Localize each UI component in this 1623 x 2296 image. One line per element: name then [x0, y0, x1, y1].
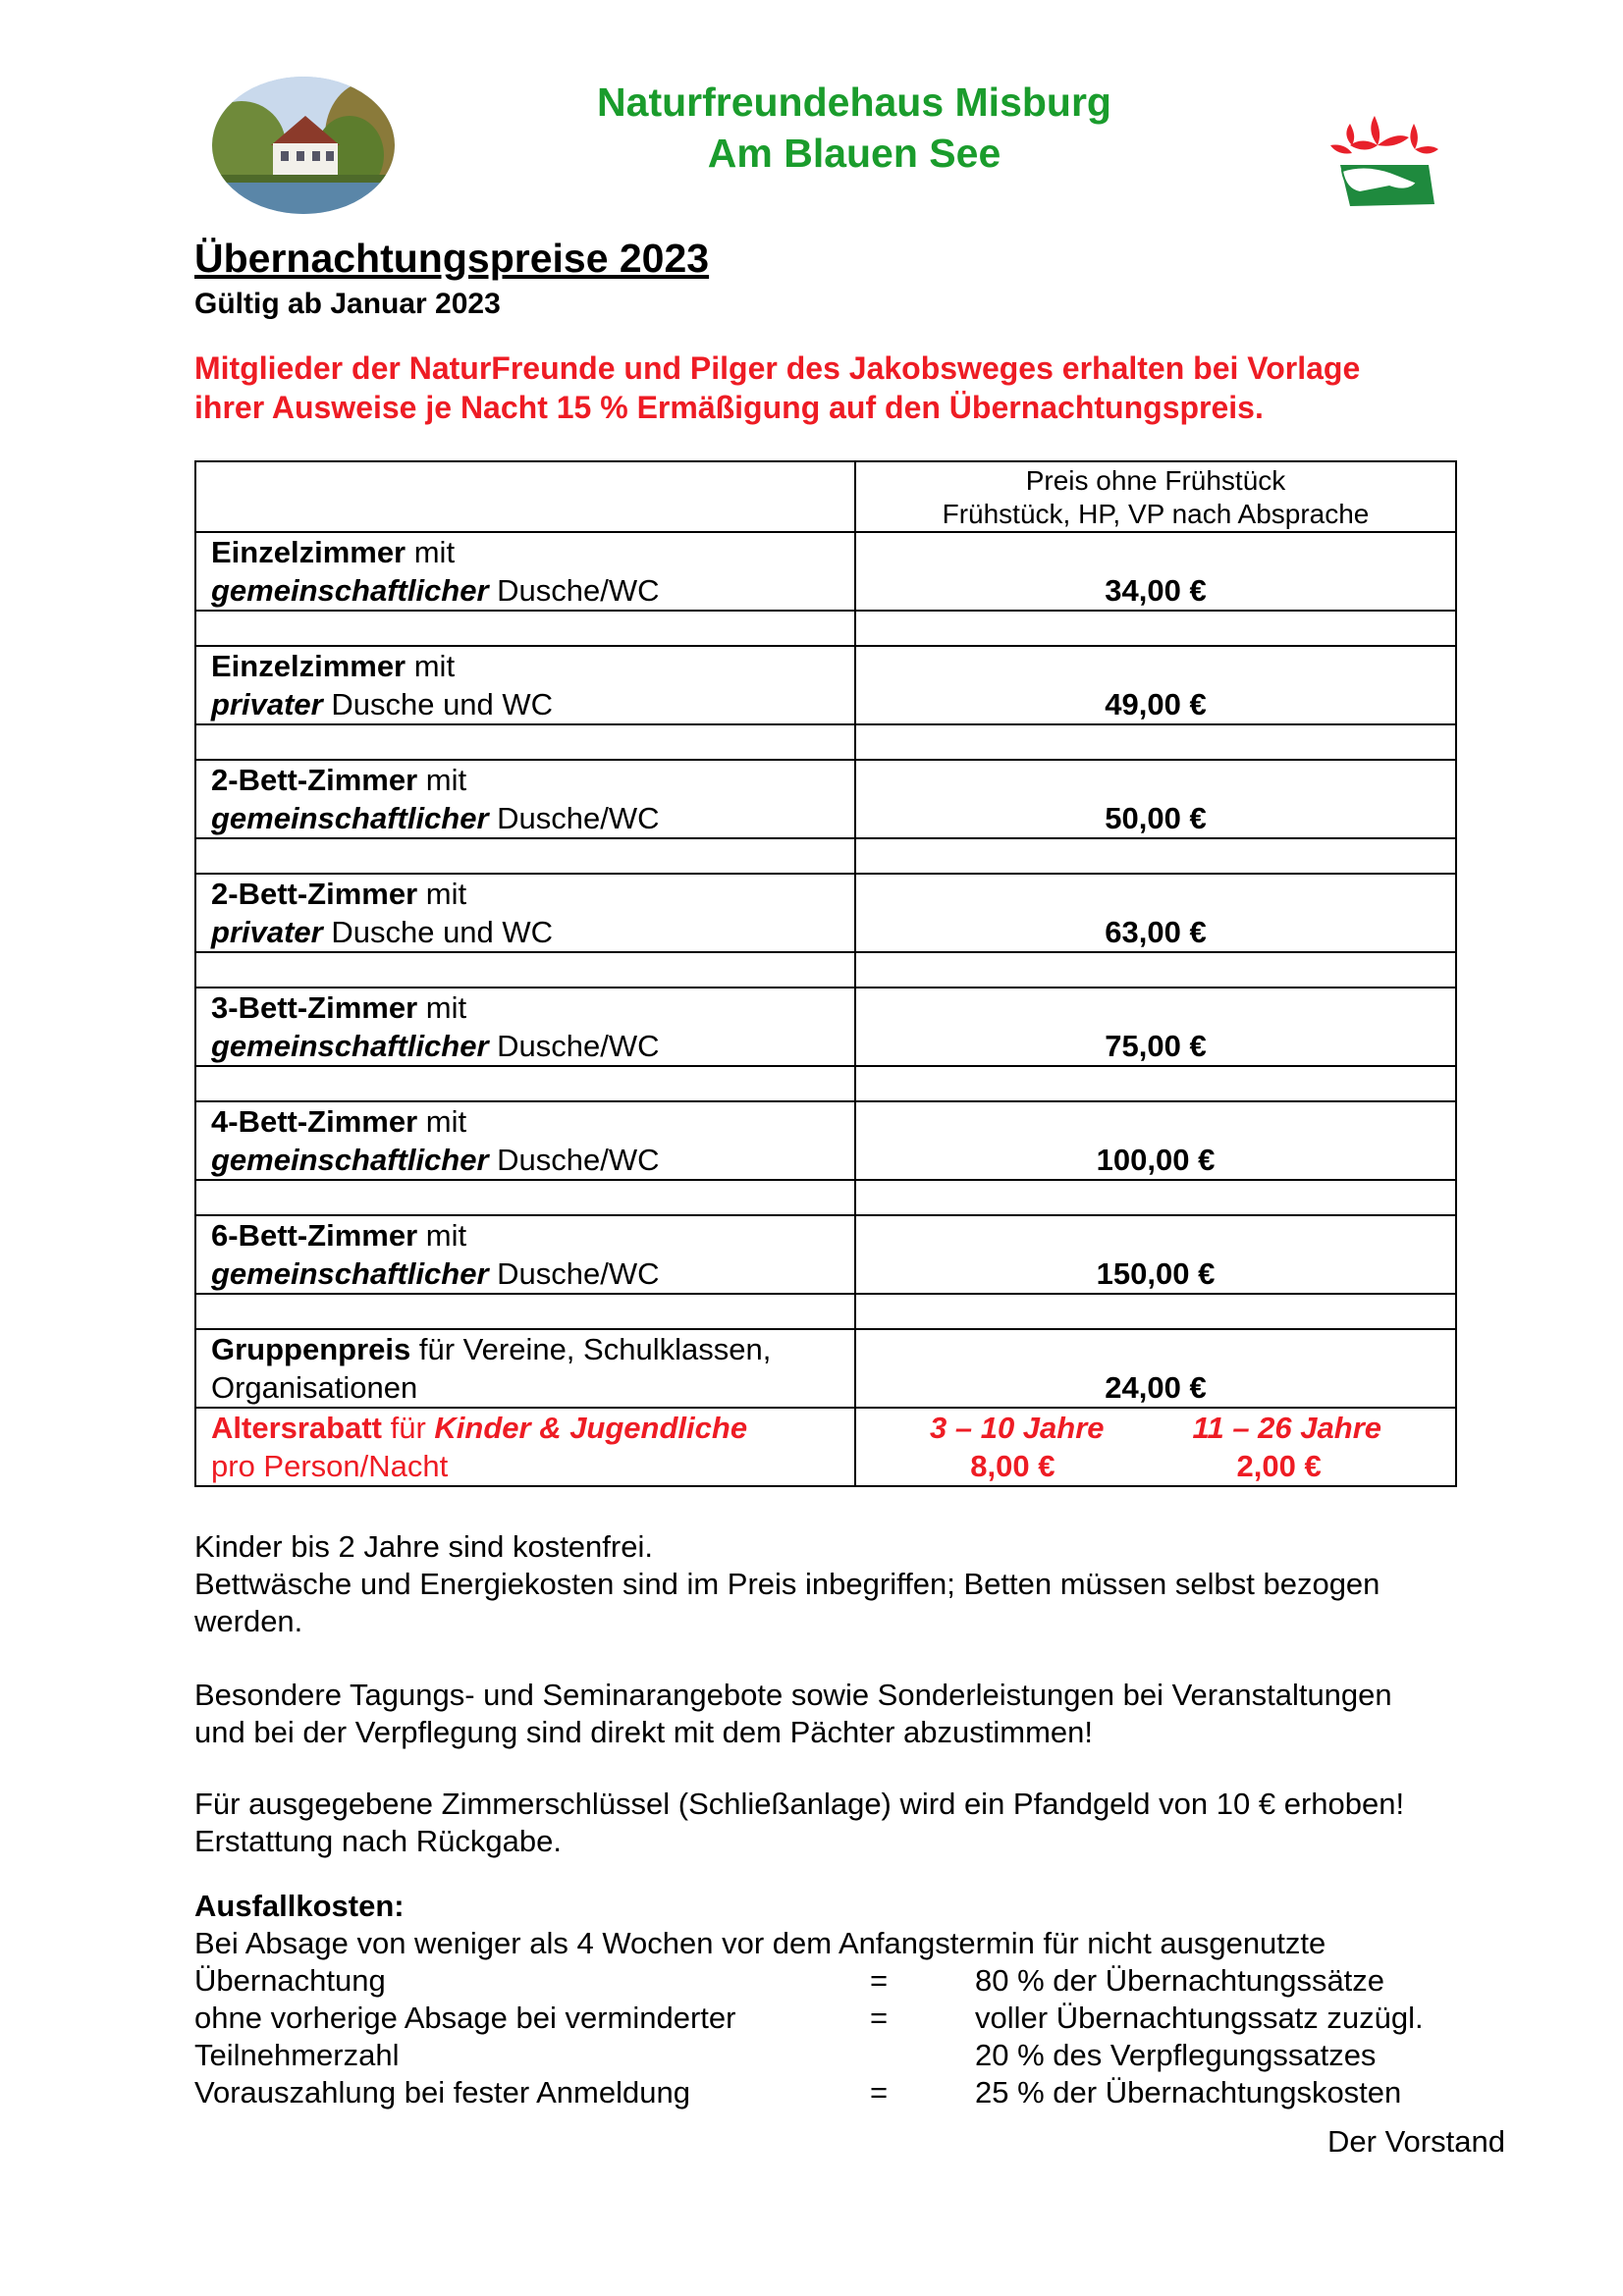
cancellation-row — [194, 2000, 1530, 2037]
room-line2 — [211, 799, 839, 837]
room-description — [195, 988, 855, 1066]
room-mit: mit — [417, 990, 467, 1025]
group-rest: für Vereine, Schulklassen, — [410, 1332, 772, 1366]
spacer-cell — [855, 838, 1456, 874]
note-line: Kinder bis 2 Jahre sind kostenfrei. — [194, 1529, 653, 1564]
table-spacer-row — [195, 1066, 1456, 1101]
room-line2 — [211, 913, 839, 951]
bathroom-rest: Dusche/WC — [488, 1143, 660, 1177]
bathroom-rest: Dusche/WC — [488, 573, 660, 608]
room-type: Einzelzimmer — [211, 535, 406, 569]
note-line: werden. — [194, 1604, 303, 1638]
table-row — [195, 532, 1456, 611]
cancellation-condition: ohne vorherige Absage bei verminderter — [194, 2001, 736, 2035]
room-mit: mit — [417, 1104, 467, 1139]
bathroom-type: gemeinschaftlicher — [211, 801, 489, 835]
notes-paragraph-3 — [194, 1786, 1530, 1860]
table-spacer-row — [195, 838, 1456, 874]
room-line1 — [211, 988, 839, 1027]
room-line1 — [211, 875, 839, 913]
spacer-cell — [855, 724, 1456, 760]
document-title: Übernachtungspreise 2023 — [194, 236, 710, 281]
table-row — [195, 988, 1456, 1066]
house-photo — [212, 77, 395, 214]
room-description — [195, 760, 855, 838]
table-header-price — [855, 461, 1456, 532]
cancellation-fee: 25 % der Übernachtungskosten — [975, 2075, 1402, 2109]
note-line: Besondere Tagungs- und Seminarangebote sowie Sonderleistungen bei Veranstaltungen — [194, 1678, 1392, 1712]
room-line2 — [211, 1255, 839, 1293]
cancellation-row — [194, 2037, 1530, 2074]
table-row — [195, 760, 1456, 838]
notice-line1: Mitglieder der NaturFreunde und Pilger des Jakobsweges erhalten bei Vorlage — [194, 350, 1361, 386]
spacer-cell — [195, 1066, 855, 1101]
discount-line2: pro Person/Nacht — [211, 1449, 449, 1483]
cancellation-condition: Übernachtung — [194, 1963, 386, 1998]
spacer-cell — [195, 611, 855, 646]
room-mit: mit — [406, 535, 456, 569]
spacer-cell — [855, 611, 1456, 646]
cancellation-fee: 80 % der Übernachtungssätze — [975, 1963, 1385, 1998]
room-price: 50,00 € — [855, 760, 1456, 838]
note-line: Bettwäsche und Energiekosten sind im Preis inbegriffen; Betten müssen selbst bezogen — [194, 1567, 1380, 1601]
header-line2: Frühstück, HP, VP nach Absprache — [942, 499, 1370, 529]
equals-sign: = — [870, 2001, 889, 2035]
room-price: 75,00 € — [855, 988, 1456, 1066]
bathroom-rest: Dusche/WC — [488, 1256, 660, 1291]
header-line1: Preis ohne Frühstück — [1025, 465, 1286, 496]
table-spacer-row — [195, 1180, 1456, 1215]
bathroom-type: privater — [211, 687, 323, 721]
cancellation-fee: 20 % des Verpflegungssatzes — [975, 2038, 1377, 2072]
room-line2 — [211, 1141, 839, 1179]
cancellation-row — [194, 1962, 1530, 2000]
room-type: 4-Bett-Zimmer — [211, 1104, 418, 1139]
signature: Der Vorstand — [1327, 2124, 1505, 2159]
equals-sign: = — [870, 2075, 889, 2109]
note-line: und bei der Verpflegung sind direkt mit dem Pächter abzustimmen! — [194, 1715, 1093, 1749]
table-row — [195, 1215, 1456, 1294]
spacer-cell — [855, 1294, 1456, 1329]
room-description — [195, 874, 855, 952]
table-spacer-row — [195, 611, 1456, 646]
room-type: 3-Bett-Zimmer — [211, 990, 418, 1025]
spacer-cell — [195, 1294, 855, 1329]
room-price: 49,00 € — [855, 646, 1456, 724]
room-description — [195, 646, 855, 724]
group-label: Gruppenpreis — [211, 1332, 411, 1366]
age-prices — [871, 1447, 1440, 1485]
age-ranges — [871, 1409, 1440, 1447]
spacer-cell — [855, 1180, 1456, 1215]
spacer-cell — [195, 724, 855, 760]
age-price-1: 8,00 € — [970, 1449, 1055, 1483]
spacer-cell — [195, 952, 855, 988]
discount-fuer: für — [382, 1411, 435, 1445]
bathroom-rest: Dusche und WC — [322, 915, 554, 949]
table-row — [195, 1101, 1456, 1180]
table-header-empty — [195, 461, 855, 532]
notes-paragraph-1 — [194, 1528, 1530, 1640]
room-line2 — [211, 1027, 839, 1065]
note-line: Für ausgegebene Zimmerschlüssel (Schließanlage) wird ein Pfandgeld von 10 € erhoben! — [194, 1787, 1405, 1821]
discount-label: Altersrabatt — [211, 1411, 382, 1445]
room-line2 — [211, 685, 839, 723]
room-type: 6-Bett-Zimmer — [211, 1218, 418, 1253]
org-title-line2: Am Blauen See — [707, 131, 1001, 176]
table-spacer-row — [195, 1294, 1456, 1329]
room-price: 34,00 € — [855, 532, 1456, 611]
room-mit: mit — [406, 649, 456, 683]
room-price: 150,00 € — [855, 1215, 1456, 1294]
notice-line2: ihrer Ausweise je Nacht 15 % Ermäßigung auf den Übernachtungspreis. — [194, 390, 1264, 425]
group-line2: Organisationen — [211, 1370, 418, 1405]
cancellation-rows — [194, 1962, 1530, 2119]
cancellation-heading: Ausfallkosten: — [194, 1889, 405, 1923]
room-line1 — [211, 1216, 839, 1255]
bathroom-type: gemeinschaftlicher — [211, 573, 489, 608]
room-type: Einzelzimmer — [211, 649, 406, 683]
room-line1 — [211, 761, 839, 799]
bathroom-rest: Dusche/WC — [488, 801, 660, 835]
room-description — [195, 1215, 855, 1294]
spacer-cell — [195, 1180, 855, 1215]
bathroom-type: gemeinschaftlicher — [211, 1256, 489, 1291]
discount-description — [195, 1408, 855, 1486]
bathroom-rest: Dusche und WC — [322, 687, 554, 721]
group-description — [195, 1329, 855, 1408]
org-title-line1: Naturfreundehaus Misburg — [597, 80, 1111, 125]
room-type: 2-Bett-Zimmer — [211, 877, 418, 911]
cancellation-section — [194, 1888, 1530, 1962]
discount-line1 — [211, 1409, 839, 1447]
room-description — [195, 532, 855, 611]
room-mit: mit — [417, 877, 467, 911]
cancellation-intro: Bei Absage von weniger als 4 Wochen vor dem Anfangstermin für nicht ausgenutzte — [194, 1926, 1326, 1960]
discount-prices — [855, 1408, 1456, 1486]
room-price: 63,00 € — [855, 874, 1456, 952]
room-line1 — [211, 533, 839, 571]
room-line2 — [211, 571, 839, 610]
note-line: Erstattung nach Rückgabe. — [194, 1824, 562, 1858]
cancellation-condition: Teilnehmerzahl — [194, 2038, 400, 2072]
table-spacer-row — [195, 952, 1456, 988]
document-subtitle: Gültig ab Januar 2023 — [194, 288, 501, 320]
room-mit: mit — [417, 1218, 467, 1253]
bathroom-rest: Dusche/WC — [488, 1029, 660, 1063]
table-row — [195, 874, 1456, 952]
table-header-row — [195, 461, 1456, 532]
cancellation-row — [194, 2074, 1530, 2111]
age-range-2: 11 – 26 Jahre — [1192, 1411, 1381, 1445]
table-row — [195, 646, 1456, 724]
room-type: 2-Bett-Zimmer — [211, 763, 418, 797]
bathroom-type: privater — [211, 915, 323, 949]
spacer-cell — [195, 838, 855, 874]
cancellation-fee: voller Übernachtungssatz zuzügl. — [975, 2001, 1424, 2035]
notes-paragraph-2 — [194, 1677, 1530, 1751]
room-line1 — [211, 1102, 839, 1141]
group-price-row — [195, 1329, 1456, 1408]
age-range-1: 3 – 10 Jahre — [930, 1411, 1105, 1445]
org-title — [471, 77, 1237, 179]
table-spacer-row — [195, 724, 1456, 760]
naturfreunde-logo — [1321, 106, 1448, 212]
bathroom-type: gemeinschaftlicher — [211, 1143, 489, 1177]
spacer-cell — [855, 1066, 1456, 1101]
group-price: 24,00 € — [855, 1329, 1456, 1408]
spacer-cell — [855, 952, 1456, 988]
cancellation-condition: Vorauszahlung bei fester Anmeldung — [194, 2075, 690, 2109]
age-discount-row — [195, 1408, 1456, 1486]
age-price-2: 2,00 € — [1236, 1449, 1322, 1483]
member-discount-notice — [194, 348, 1471, 427]
room-description — [195, 1101, 855, 1180]
bathroom-type: gemeinschaftlicher — [211, 1029, 489, 1063]
room-mit: mit — [417, 763, 467, 797]
equals-sign: = — [870, 1963, 889, 1998]
room-price: 100,00 € — [855, 1101, 1456, 1180]
discount-who: Kinder & Jugendliche — [434, 1411, 748, 1445]
group-line1 — [211, 1330, 839, 1368]
room-line1 — [211, 647, 839, 685]
price-table — [194, 460, 1457, 1487]
